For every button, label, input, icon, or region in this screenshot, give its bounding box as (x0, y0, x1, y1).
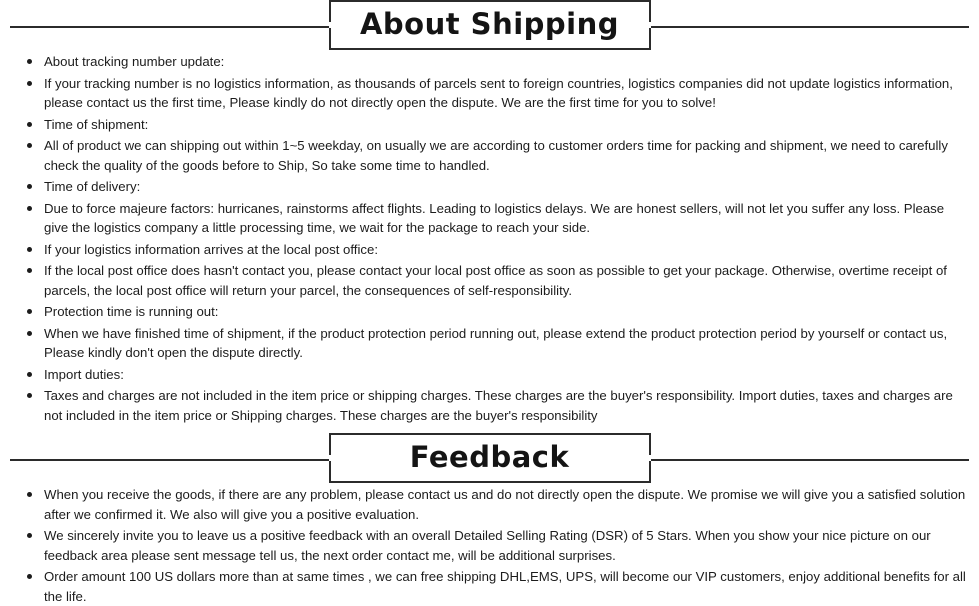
list-item: Time of shipment: (44, 115, 967, 135)
frame-edge-bottom (355, 481, 625, 483)
list-item: Time of delivery: (44, 177, 967, 197)
feedback-title: Feedback (409, 440, 570, 474)
list-item: Protection time is running out: (44, 302, 967, 322)
frame-edge-top (355, 433, 625, 435)
list-item: Import duties: (44, 365, 967, 385)
list-item: When you receive the goods, if there are any problem, please contact us and do not directly open the dispute. We promise we will give you a satisfied solution after we confirmed it. We also will give you a positive evaluation. (44, 485, 967, 524)
list-item: If the local post office does hasn't contact you, please contact your local post office as soon as possible to get your package. Otherwise, overtime receipt of parcels, the local post office will return your parcel, the consequences of self-responsibility. (44, 261, 967, 300)
feedback-list (0, 485, 979, 606)
frame-edge-bottom (355, 48, 625, 50)
about-shipping-title: About Shipping (359, 7, 620, 41)
list-item: Taxes and charges are not included in the item price or shipping charges. These charges are the buyer's responsibility. Import duties, taxes and charges are not included in the item price or Shipping charges. These charges are the buyer's responsibility (44, 386, 967, 425)
list-item: All of product we can shipping out within 1~5 weekday, on usually we are according to customer orders time for packing and shipment, we need to carefully check the quality of the goods before to Ship, So take some time to handled. (44, 136, 967, 175)
frame-edge-top (355, 0, 625, 2)
list-item: About tracking number update: (44, 52, 967, 72)
list-item: Due to force majeure factors: hurricanes, rainstorms affect flights. Leading to logistics delays. We are honest sellers, will not let you suffer any loss. Please give the logistics company a little processing time, we wait for the package to reach your side. (44, 199, 967, 238)
list-item: When we have finished time of shipment, if the product protection period running out, please extend the product protection period by yourself or contact us, Please kindly don't open the dispute directly. (44, 324, 967, 363)
feedback-header (0, 433, 979, 485)
list-item: We sincerely invite you to leave us a positive feedback with an overall Detailed Selling Rating (DSR) of 5 Stars. When you show your nice picture on our feedback area please sent message tell us, the next order contact me, will be additional surprises. (44, 526, 967, 565)
about-shipping-header (0, 0, 979, 52)
list-item: Order amount 100 US dollars more than at same times , we can free shipping DHL,EMS, UPS, will become our VIP customers, enjoy additional benefits for all the life. (44, 567, 967, 606)
list-item: If your logistics information arrives at the local post office: (44, 240, 967, 260)
list-item: If your tracking number is no logistics information, as thousands of parcels sent to foreign countries, logistics companies did not update logistics information, please contact us the first time, Please kindly do not directly open the dispute. We are the first time for you to solve! (44, 74, 967, 113)
about-shipping-list (0, 52, 979, 425)
header-bracket-frame (329, 433, 651, 483)
header-bracket-frame (329, 0, 651, 50)
